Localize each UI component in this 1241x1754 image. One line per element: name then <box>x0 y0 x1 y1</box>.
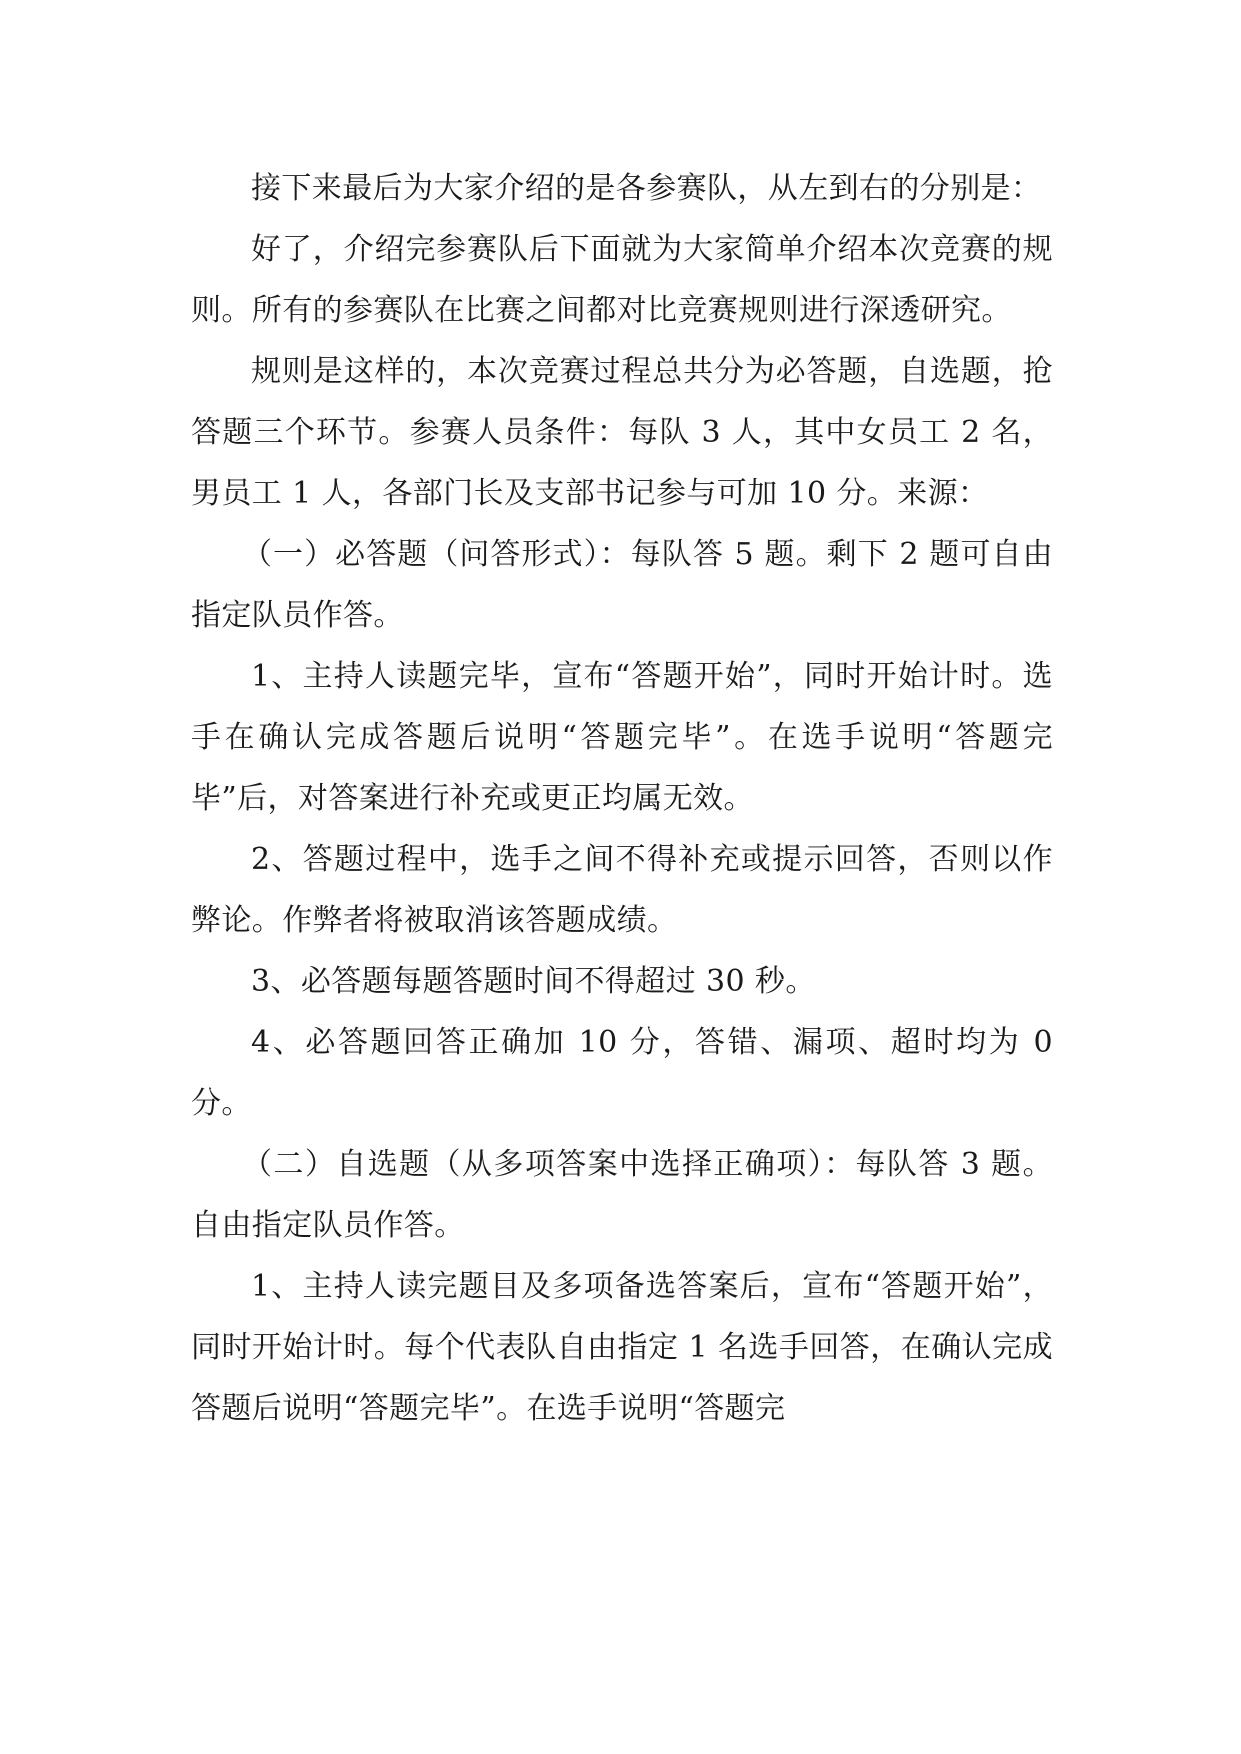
paragraph-intro-teams: 接下来最后为大家介绍的是各参赛队，从左到右的分别是： <box>251 171 1042 206</box>
paragraph-rules-overview: 规则是这样的，本次竞赛过程总共分为必答题，自选题，抢答题三个环节。参赛人员条件：每队 3 人，其中女员工 2 名，男员工 1 人，各部门长及支部书记参与可加 10 分。来源： <box>191 354 1053 511</box>
paragraph-required-rule-3: 3、必答题每题答题时间不得超过 30 秒。 <box>251 964 816 999</box>
paragraph-required-rule-2: 2、答题过程中，选手之间不得补充或提示回答，否则以作弊论。作弊者将被取消该答题成绩。 <box>191 842 1053 938</box>
paragraph-optional-rule-1: 1、主持人读完题目及多项备选答案后，宣布“答题开始”，同时开始计时。每个代表队自由指定 1 名选手回答，在确认完成答题后说明“答题完毕”。在选手说明“答题完 <box>191 1269 1053 1426</box>
paragraph-required-rule-1: 1、主持人读题完毕，宣布“答题开始”，同时开始计时。选手在确认完成答题后说明“答题完毕”。在选手说明“答题完毕”后，对答案进行补充或更正均属无效。 <box>191 659 1053 816</box>
paragraph-required-rule-4: 4、必答题回答正确加 10 分，答错、漏项、超时均为 0 分。 <box>191 1025 1053 1121</box>
paragraph-rules-intro: 好了，介绍完参赛队后下面就为大家简单介绍本次竞赛的规则。所有的参赛队在比赛之间都对比竞赛规则进行深透研究。 <box>191 232 1053 328</box>
section-heading-optional: （二）自选题（从多项答案中选择正确项）：每队答 3 题。自由指定队员作答。 <box>191 1147 1053 1243</box>
document-body <box>191 158 1053 1439</box>
section-heading-required: （一）必答题（问答形式）：每队答 5 题。剩下 2 题可自由指定队员作答。 <box>191 537 1053 633</box>
